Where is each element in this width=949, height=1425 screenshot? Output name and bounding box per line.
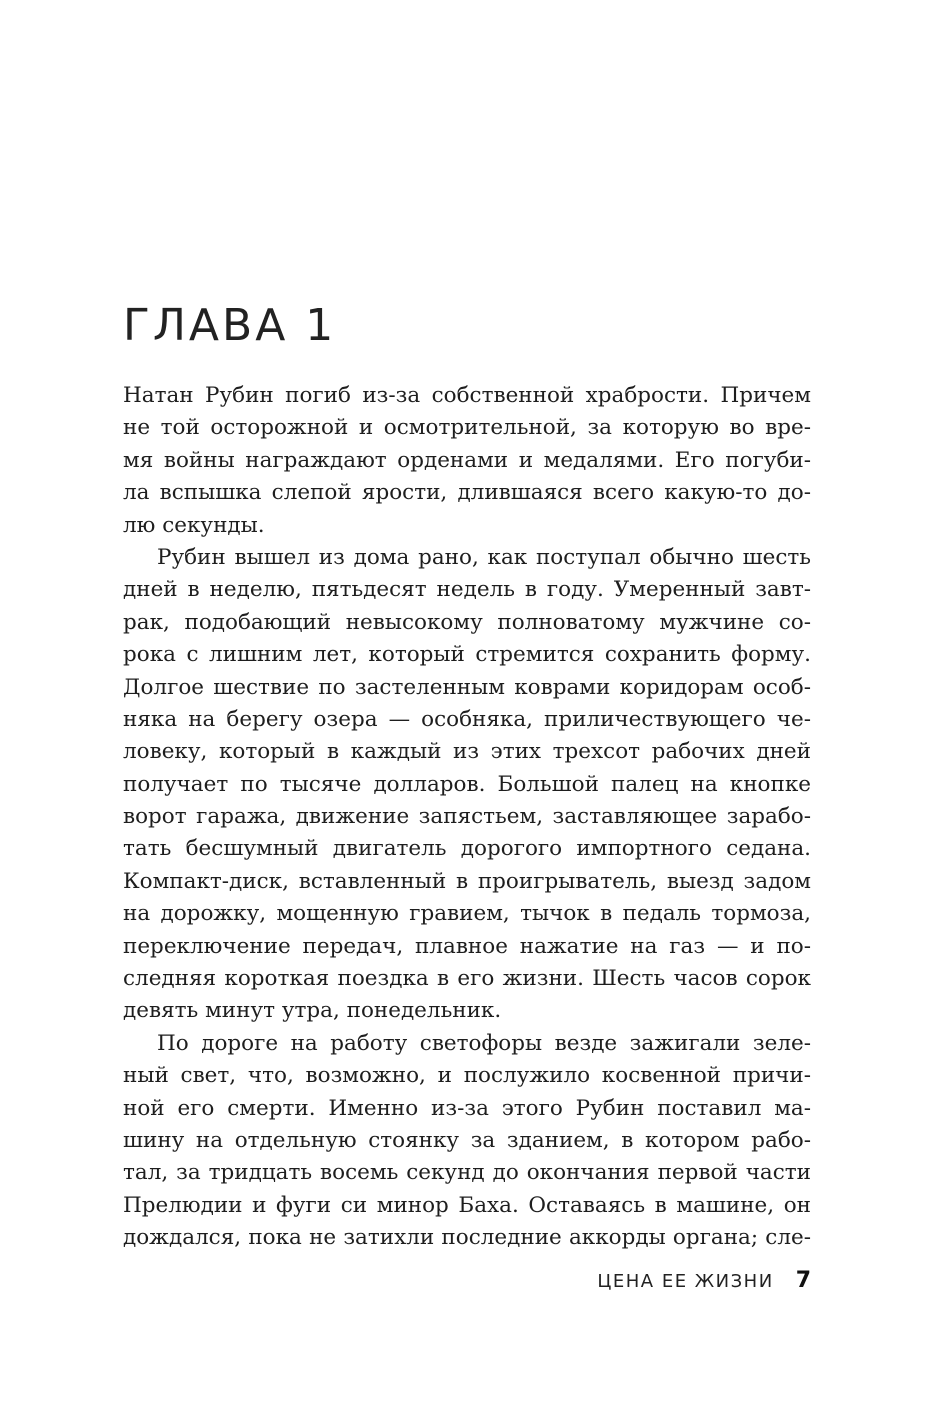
text-line: дождался, пока не затихли последние аккорды органа; сле- xyxy=(123,1225,811,1251)
text-line: дней в неделю, пятьдесят недель в году. Умеренный завт- xyxy=(123,577,811,603)
text-line: ный свет, что, возможно, и послужило косвенной причи- xyxy=(123,1063,811,1089)
text-line: девять минут утра, понедельник. xyxy=(123,998,502,1024)
running-title: ЦЕНА ЕЕ ЖИЗНИ xyxy=(597,1271,774,1292)
text-line: Долгое шествие по застеленным коврами коридорам особ- xyxy=(123,674,811,700)
page-number: 7 xyxy=(795,1268,811,1293)
text-line: следняя короткая поездка в его жизни. Шесть часов сорок xyxy=(123,966,811,992)
text-line: ной его смерти. Именно из-за этого Рубин поставил ма- xyxy=(123,1095,811,1121)
text-line: По дороге на работу светофоры везде зажигали зеле- xyxy=(157,1030,811,1056)
text-line: тать бесшумный двигатель дорогого импортного седана. xyxy=(123,836,811,862)
text-line: лю секунды. xyxy=(123,512,265,538)
text-line: рак, подобающий невысокому полноватому мужчине со- xyxy=(123,609,811,635)
text-line: не той осторожной и осмотрительной, за которую во вре- xyxy=(123,415,811,441)
text-line: няка на берегу озера — особняка, приличествующего че- xyxy=(123,706,811,732)
text-line: рока с лишним лет, который стремится сохранить форму. xyxy=(123,642,811,668)
text-line: ворот гаража, движение запястьем, заставляющее зарабо- xyxy=(123,804,811,830)
text-line: получает по тысяче долларов. Большой палец на кнопке xyxy=(123,771,811,797)
text-line: на дорожку, мощенную гравием, тычок в педаль тормоза, xyxy=(123,901,811,927)
body-text xyxy=(123,380,811,1255)
text-line: мя войны награждают орденами и медалями. Его погуби- xyxy=(123,447,811,473)
chapter-title: ГЛАВА 1 xyxy=(123,300,337,351)
text-line: тал, за тридцать восемь секунд до окончания первой части xyxy=(123,1160,811,1186)
text-line: ла вспышка слепой ярости, длившаяся всего какую-то до- xyxy=(123,480,811,506)
text-line: Рубин вышел из дома рано, как поступал обычно шесть xyxy=(157,544,811,570)
text-line: Прелюдии и фуги си минор Баха. Оставаясь в машине, он xyxy=(123,1192,811,1218)
text-line: переключение передач, плавное нажатие на газ — и по- xyxy=(123,933,811,959)
text-line: Компакт-диск, вставленный в проигрыватель, выезд задом xyxy=(123,868,811,894)
text-line: ловеку, который в каждый из этих трехсот рабочих дней xyxy=(123,739,811,765)
text-line: шину на отдельную стоянку за зданием, в котором рабо- xyxy=(123,1127,811,1153)
page-footer xyxy=(560,1268,811,1293)
text-line: Натан Рубин погиб из-за собственной храбрости. Причем xyxy=(123,383,811,408)
